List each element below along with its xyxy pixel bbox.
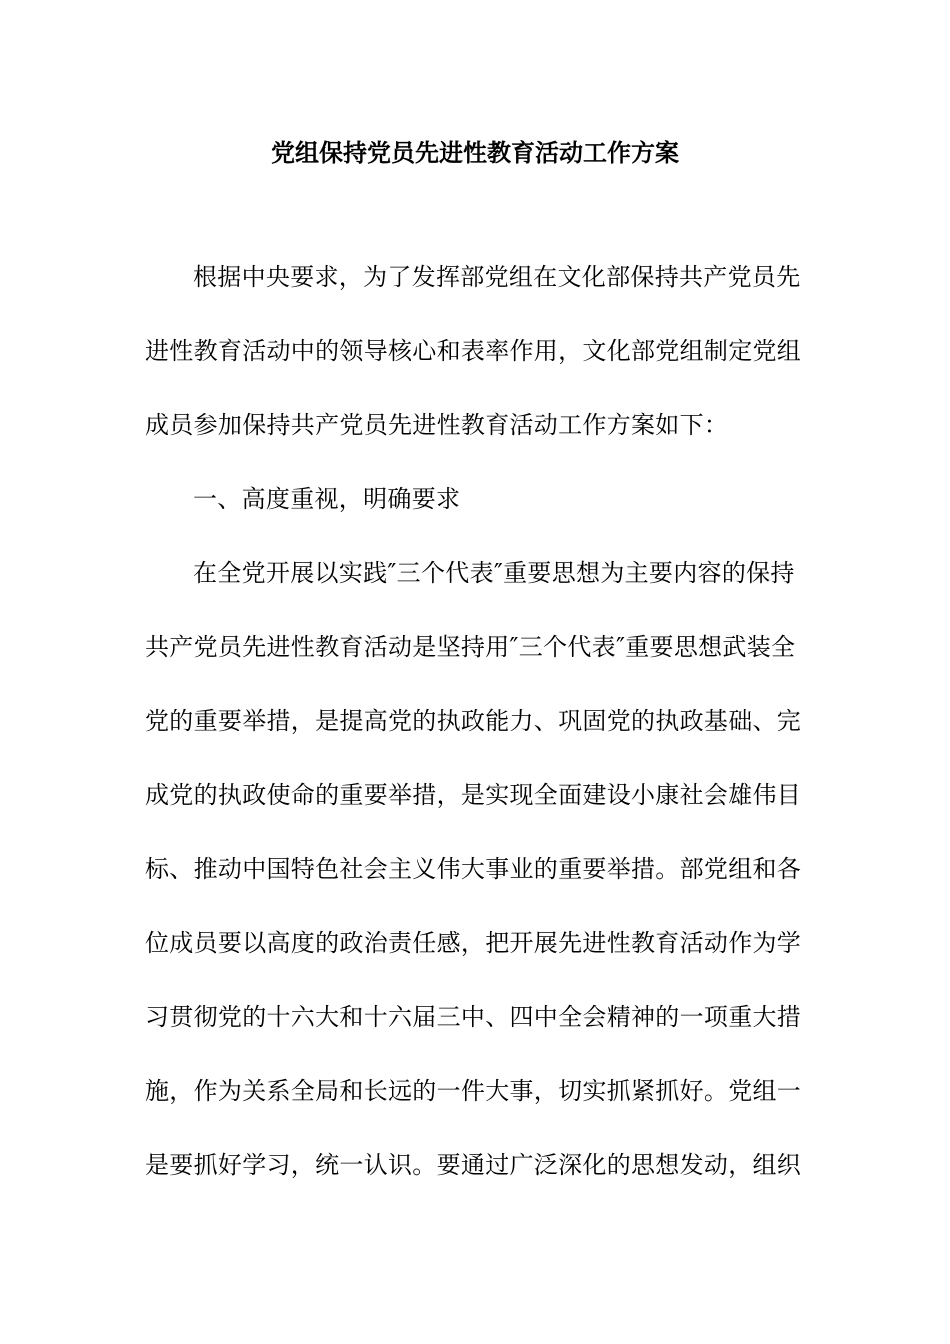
paragraph-line: 位成员要以高度的政治责任感，把开展先进性教育活动作为学 [145,929,802,957]
paragraph-line: 共产党员先进性教育活动是坚持用″三个代表″重要思想武装全 [145,633,796,661]
paragraph-line: 成党的执政使命的重要举措，是实现全面建设小康社会雄伟目 [145,781,802,809]
paragraph-line: 在全党开展以实践″三个代表″重要思想为主要内容的保持 [193,559,795,587]
paragraph-line: 习贯彻党的十六大和十六届三中、四中全会精神的一项重大措 [145,1003,802,1031]
section-heading: 一、高度重视，明确要求 [193,485,461,513]
document-title: 党组保持党员先进性教育活动工作方案 [271,138,679,167]
paragraph-line: 党的重要举措，是提高党的执政能力、巩固党的执政基础、完 [145,707,802,735]
paragraph-line: 标、推动中国特色社会主义伟大事业的重要举措。部党组和各 [145,855,802,883]
paragraph-line: 成员参加保持共产党员先进性教育活动工作方案如下： [145,411,729,439]
paragraph-line: 进性教育活动中的领导核心和表率作用，文化部党组制定党组 [145,337,802,365]
paragraph-line: 是要抓好学习，统一认识。要通过广泛深化的思想发动，组织 [145,1151,802,1179]
paragraph-line: 根据中央要求，为了发挥部党组在文化部保持共产党员先 [193,263,801,291]
paragraph-line: 施，作为关系全局和长远的一件大事，切实抓紧抓好。党组一 [145,1077,802,1105]
